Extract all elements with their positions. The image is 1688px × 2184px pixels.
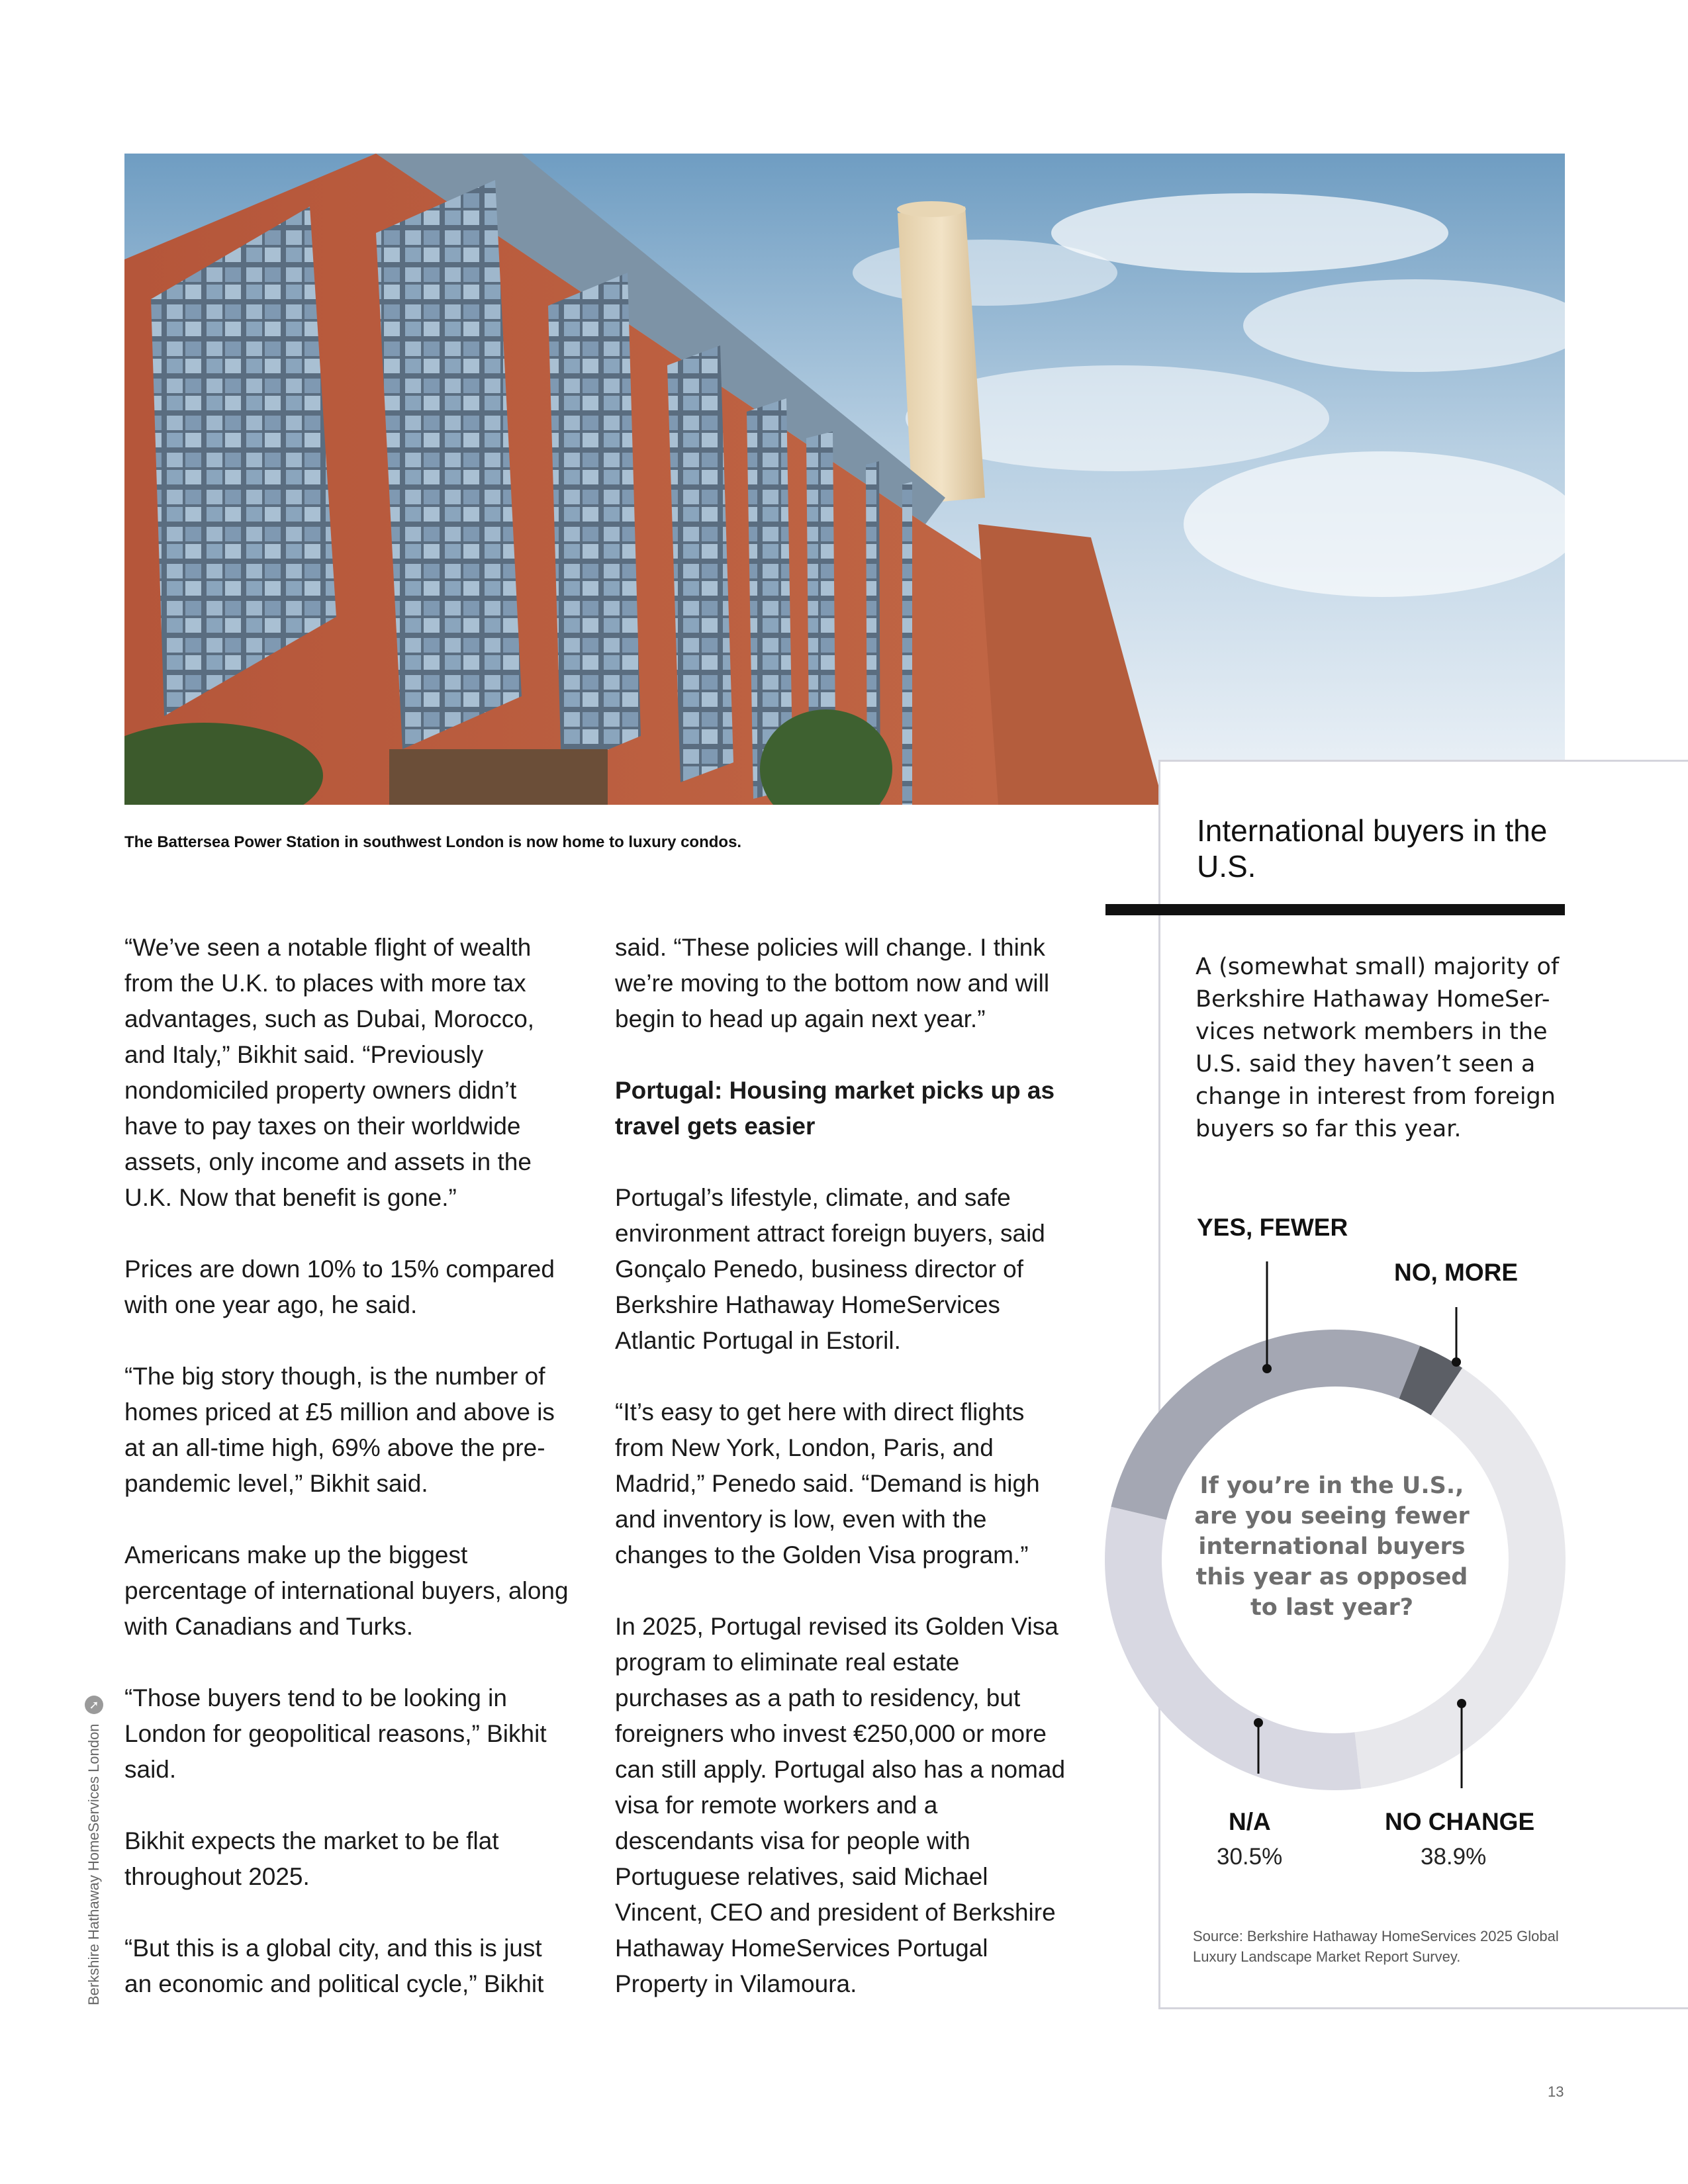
label-yes-fewer: YES, FEWER bbox=[1197, 1214, 1348, 1241]
body-column-1 bbox=[124, 930, 575, 2002]
hero-photo bbox=[124, 154, 1565, 805]
page-number: 13 bbox=[1548, 2083, 1564, 2100]
value-na: 30.5% bbox=[1217, 1844, 1283, 1870]
paragraph: Americans make up the biggest percentage of international buyers, along with Canadians and Turks. bbox=[124, 1541, 569, 1640]
sidebar-title: International buyers in the U.S. bbox=[1197, 813, 1548, 884]
section-heading: Portugal: Housing market picks up as travel gets easier bbox=[615, 1077, 1055, 1140]
paragraph: “It’s easy to get here with direct flights from New York, London, Paris, and Madrid,” Penedo said. “Demand is high and inventory is low, even with the changes to the Golden Visa program.” bbox=[615, 1398, 1040, 1569]
paragraph: In 2025, Portugal revised its Golden Visa program to eliminate real estate purchases as a path to residency, but foreigners who invest €250,000 or more can still apply. Portugal also has a nomad visa for remote workers and a descendants visa for people with Portuguese relatives, said Michael Vincent, CEO and president of Berkshire Hathaway HomeServices Portugal Property in Vilamoura. bbox=[615, 1613, 1066, 1997]
paragraph: Bikhit expects the market to be flat throughout 2025. bbox=[124, 1827, 499, 1890]
leader-no-more-dot bbox=[1452, 1357, 1461, 1367]
label-no-more: NO, MORE bbox=[1394, 1259, 1519, 1286]
battersea-power-station-image bbox=[124, 154, 1565, 805]
leader-no-change-dot bbox=[1457, 1699, 1466, 1708]
arrow-icon: ➚ bbox=[85, 1696, 103, 1714]
paragraph: “The big story though, is the number of homes priced at £5 million and above is at an all-time high, 69% above the pre-pandemic level,” Bikhit said. bbox=[124, 1363, 555, 1497]
credit-text: Berkshire Hathaway HomeServices London bbox=[85, 1723, 102, 2005]
value-no-change: 38.9% bbox=[1421, 1844, 1487, 1870]
paragraph: “We’ve seen a notable flight of wealth from the U.K. to places with more tax advantages, such as Dubai, Morocco, and Italy,” Bikhit said. “Previously nondomiciled property owners didn’t have to pay taxes on their worldwide assets, only income and assets in the U.K. Now that benefit is gone.” bbox=[124, 934, 535, 1211]
chart-question: If you’re in the U.S., are you seeing fewer international buyers this year as opposed to last year? bbox=[1194, 1473, 1470, 1621]
sidebar-divider bbox=[1105, 904, 1565, 915]
leader-na-dot bbox=[1254, 1718, 1263, 1727]
paragraph: said. “These policies will change. I think we’re moving to the bottom now and will begin to head up again next year.” bbox=[615, 934, 1050, 1032]
label-na: N/A bbox=[1229, 1808, 1271, 1835]
sidebar-intro: A (somewhat small) majority of Berkshire Hathaway HomeSer-vices network members in the U.S. said they haven’t seen a change in interest from foreign buyers so far this year. bbox=[1196, 954, 1560, 1142]
label-no-change: NO CHANGE bbox=[1385, 1808, 1535, 1835]
photo-caption: The Battersea Power Station in southwest London is now home to luxury condos. bbox=[124, 833, 742, 851]
paragraph: “Those buyers tend to be looking in London for geopolitical reasons,” Bikhit said. bbox=[124, 1684, 547, 1783]
leader-yes-fewer-dot bbox=[1262, 1364, 1272, 1373]
paragraph: “But this is a global city, and this is just an economic and political cycle,” Bikhit bbox=[124, 1934, 544, 1997]
paragraph: Prices are down 10% to 15% compared with one year ago, he said. bbox=[124, 1255, 555, 1318]
body-column-2 bbox=[615, 930, 1078, 2002]
source-note: Source: Berkshire Hathaway HomeServices 2025 Global Luxury Landscape Market Report Survey. bbox=[1193, 1928, 1559, 1965]
photo-credit bbox=[85, 1696, 103, 2005]
paragraph: Portugal’s lifestyle, climate, and safe environment attract foreign buyers, said Gonçalo Penedo, business director of Berkshire Hathaway HomeServices Atlantic Portugal in Estoril. bbox=[615, 1184, 1045, 1354]
